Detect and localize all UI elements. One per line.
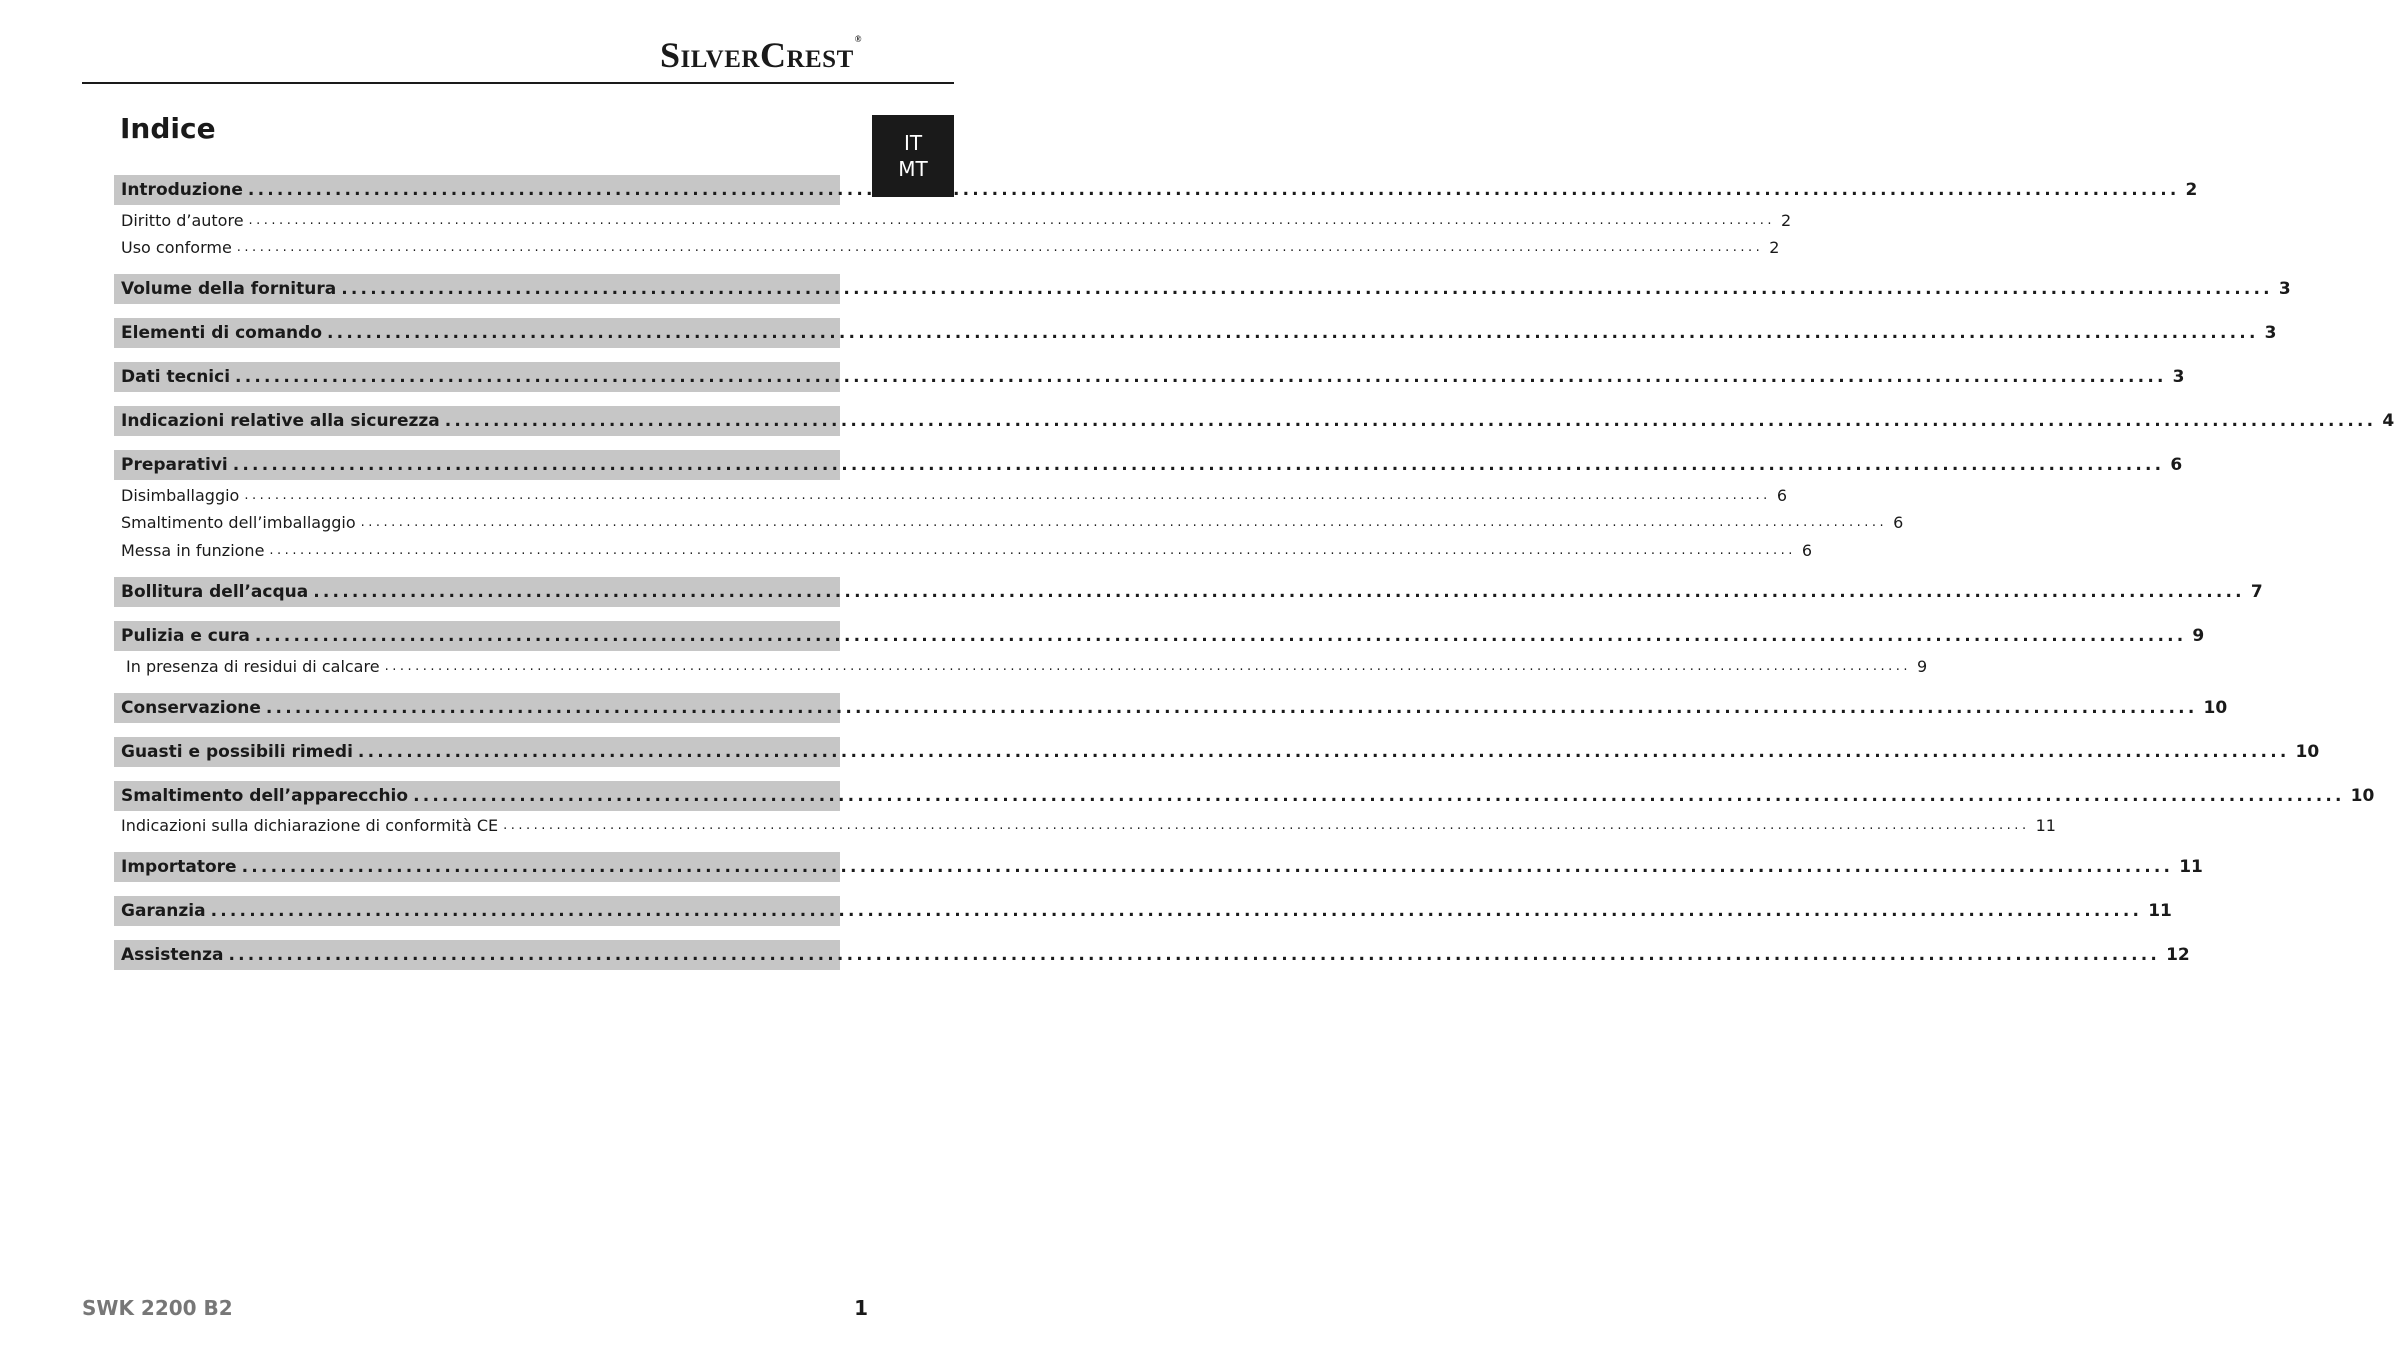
toc-page-number: 7 bbox=[2250, 582, 2263, 602]
toc-label: In presenza di residui di calcare bbox=[126, 657, 380, 676]
toc-page-number: 4 bbox=[2382, 411, 2394, 431]
toc-label: Indicazioni relative alla sicurezza bbox=[121, 411, 440, 431]
toc-entry[interactable] bbox=[114, 318, 2277, 348]
toc-label: Diritto d’autore bbox=[121, 211, 244, 230]
toc-page-number: 6 bbox=[1776, 486, 1787, 505]
toc-page-number: 2 bbox=[2185, 180, 2198, 200]
toc-entry[interactable] bbox=[114, 577, 2263, 607]
toc-leader-dots: ........................................................................................................................................................................................................ bbox=[247, 180, 2180, 200]
toc-entry[interactable] bbox=[114, 852, 2203, 882]
toc-page-number: 3 bbox=[2264, 323, 2277, 343]
toc-leader-dots: ........................................................................................................................................................................................................ bbox=[210, 901, 2143, 921]
toc-entry[interactable] bbox=[114, 621, 2205, 651]
toc-leader-dots: ........................................................................................................................................................................................................ bbox=[241, 857, 2174, 877]
language-code-mt: MT bbox=[898, 157, 928, 181]
toc-label: Elementi di comando bbox=[121, 323, 322, 343]
toc-label: Smaltimento dell’imballaggio bbox=[121, 513, 356, 532]
toc-leader-dots: ........................................................................................................................................................................................................ bbox=[235, 367, 2167, 387]
toc-entry[interactable] bbox=[114, 362, 2185, 392]
toc-subentry[interactable] bbox=[114, 537, 1813, 564]
toc-entry[interactable] bbox=[114, 940, 2190, 970]
toc-label: Introduzione bbox=[121, 180, 243, 200]
toc-label: Volume della fornitura bbox=[121, 279, 337, 299]
toc-page-number: 6 bbox=[1893, 513, 1904, 532]
footer-model: SWK 2200 B2 bbox=[82, 1296, 233, 1320]
toc-leader-dots: ........................................................................................................................................................................................................ bbox=[360, 515, 1888, 530]
toc-label: Garanzia bbox=[121, 901, 206, 921]
toc-leader-dots: ........................................................................................................................................................................................................ bbox=[248, 213, 1775, 228]
toc-label: Disimballaggio bbox=[121, 486, 240, 505]
toc-page-number: 10 bbox=[2203, 698, 2228, 718]
toc-entry[interactable] bbox=[114, 693, 2228, 723]
toc-subentry[interactable] bbox=[114, 653, 1928, 680]
toc-label: Importatore bbox=[121, 857, 237, 877]
toc-page-number: 11 bbox=[2035, 816, 2056, 835]
toc-label: Pulizia e cura bbox=[121, 626, 250, 646]
header-divider bbox=[82, 82, 954, 84]
toc-page-number: 3 bbox=[2172, 367, 2185, 387]
toc-leader-dots: ........................................................................................................................................................................................................ bbox=[327, 323, 2259, 343]
toc-page-number: 10 bbox=[2295, 742, 2320, 762]
toc-leader-dots: ........................................................................................................................................................................................................ bbox=[236, 240, 1764, 255]
toc-entry[interactable] bbox=[114, 274, 2291, 304]
toc-page-number: 11 bbox=[2179, 857, 2203, 877]
toc-entry[interactable] bbox=[114, 406, 2394, 436]
toc-label: Dati tecnici bbox=[121, 367, 231, 387]
toc-page-number: 11 bbox=[2148, 901, 2172, 921]
toc-leader-dots: ........................................................................................................................................................................................................ bbox=[265, 698, 2198, 718]
toc-leader-dots: ........................................................................................................................................................................................................ bbox=[254, 626, 2187, 646]
toc-label: Conservazione bbox=[121, 698, 261, 718]
toc-label: Messa in funzione bbox=[121, 541, 265, 560]
toc-subentry[interactable] bbox=[114, 812, 2056, 839]
toc-page-number: 9 bbox=[1917, 657, 1928, 676]
toc-page-number: 3 bbox=[2278, 279, 2291, 299]
toc-page-number: 9 bbox=[2192, 626, 2205, 646]
toc-subentry[interactable] bbox=[114, 509, 1904, 536]
toc-entry[interactable] bbox=[114, 781, 2375, 811]
toc-page-number: 10 bbox=[2350, 786, 2375, 806]
page-title: Indice bbox=[120, 112, 216, 145]
toc-leader-dots: ........................................................................................................................................................................................................ bbox=[341, 279, 2273, 299]
toc-entry[interactable] bbox=[114, 450, 2183, 480]
toc-entry[interactable] bbox=[114, 175, 2198, 205]
toc-page-number: 6 bbox=[1801, 541, 1813, 560]
footer-page-number: 1 bbox=[854, 1296, 868, 1320]
toc-leader-dots: ........................................................................................................................................................................................................ bbox=[413, 786, 2345, 806]
toc-label: Uso conforme bbox=[121, 238, 232, 257]
toc-entry[interactable] bbox=[114, 737, 2320, 767]
toc-label: Guasti e possibili rimedi bbox=[121, 742, 353, 762]
toc-leader-dots: ........................................................................................................................................................................................................ bbox=[313, 582, 2245, 602]
toc-leader-dots: ........................................................................................................................................................................................................ bbox=[244, 488, 1771, 503]
toc-leader-dots: ........................................................................................................................................................................................................ bbox=[228, 945, 2161, 965]
toc-leader-dots: ........................................................................................................................................................................................................ bbox=[232, 455, 2165, 475]
toc-page-number: 6 bbox=[2170, 455, 2183, 475]
toc-entry[interactable] bbox=[114, 896, 2172, 926]
toc-subentry[interactable] bbox=[114, 207, 1792, 234]
toc-label: Smaltimento dell’apparecchio bbox=[121, 786, 409, 806]
toc-label: Indicazioni sulla dichiarazione di conformità CE bbox=[121, 816, 499, 835]
toc-subentry[interactable] bbox=[114, 234, 1780, 261]
toc-leader-dots: ........................................................................................................................................................................................................ bbox=[444, 411, 2377, 431]
toc-page-number: 12 bbox=[2166, 945, 2190, 965]
toc-subentry[interactable] bbox=[114, 482, 1787, 509]
toc-label: Assistenza bbox=[121, 945, 224, 965]
toc-page-number: 2 bbox=[1769, 238, 1780, 257]
toc-leader-dots: ........................................................................................................................................................................................................ bbox=[269, 543, 1796, 558]
language-code-it: IT bbox=[903, 131, 923, 155]
toc-page-number: 2 bbox=[1781, 211, 1792, 230]
toc-leader-dots: ........................................................................................................................................................................................................ bbox=[503, 818, 2030, 833]
toc-leader-dots: ........................................................................................................................................................................................................ bbox=[357, 742, 2290, 762]
toc-label: Preparativi bbox=[121, 455, 228, 475]
toc-leader-dots: ........................................................................................................................................................................................................ bbox=[384, 659, 1912, 674]
brand-logo: SilverCrest® bbox=[660, 34, 862, 75]
toc-label: Bollitura dell’acqua bbox=[121, 582, 309, 602]
